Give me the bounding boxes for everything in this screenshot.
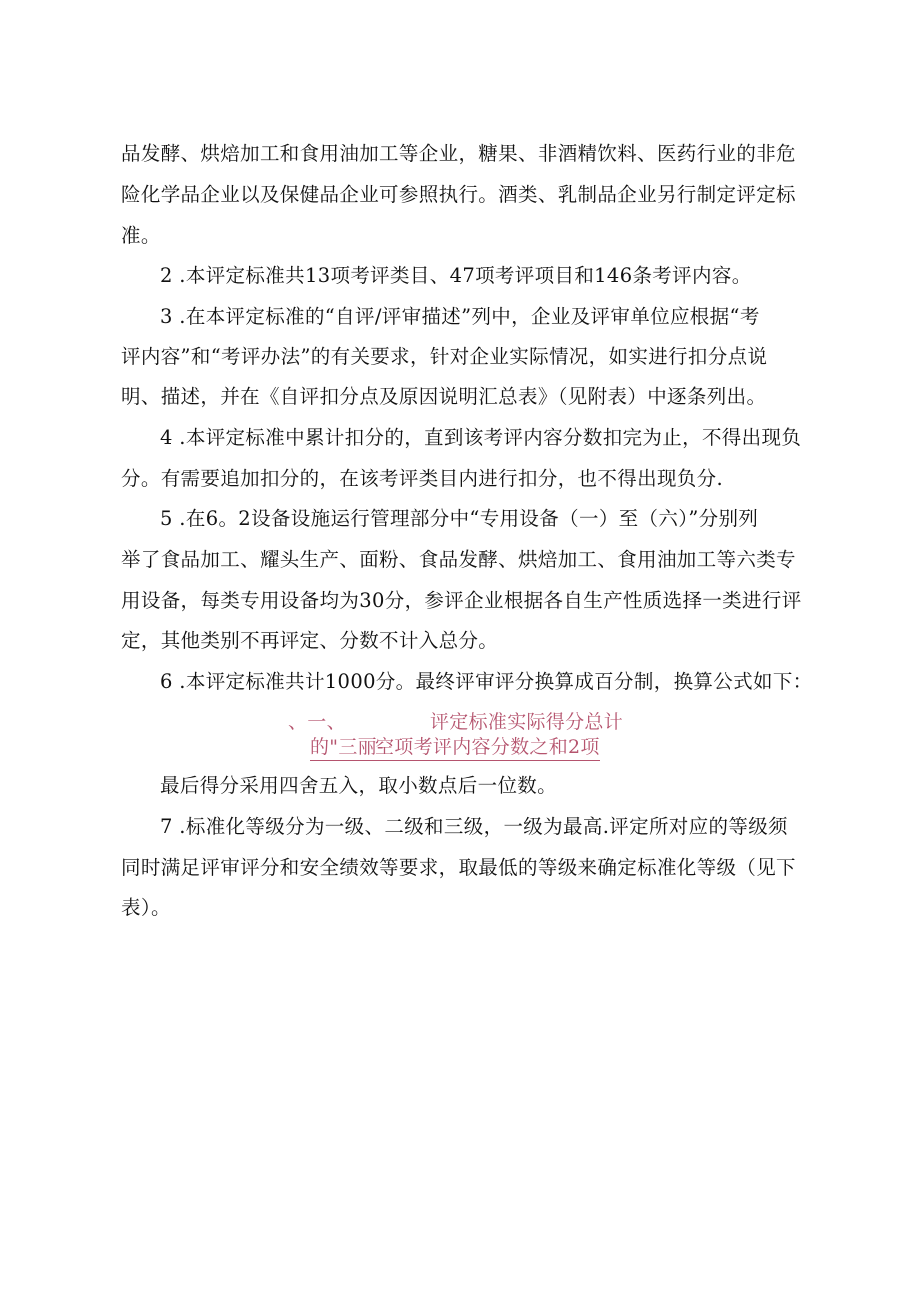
paragraph-1-line-3: 准。: [121, 224, 161, 247]
paragraph-5-line-2: 举了食品加工、耀头生产、面粉、食品发酵、烘焙加工、食用油加工等六类专: [121, 548, 796, 571]
paragraph-4-line-1: 4 .本评定标准中累计扣分的，直到该考评内容分数扣完为止，不得出现负: [160, 426, 802, 449]
paragraph-3-line-3: 明、描述，并在《自评扣分点及原因说明汇总表》（见附表）中逐条列出。: [121, 385, 767, 408]
paragraph-7-line-2: 同时满足评审评分和安全绩效等要求，取最低的等级来确定标准化等级（见下: [121, 856, 796, 879]
formula-numerator: 评定标准实际得分总计: [430, 711, 624, 733]
paragraph-6-line-2: 最后得分采用四舍五入，取小数点后一位数。: [160, 774, 558, 797]
paragraph-3-line-2: 评内容”和“考评办法”的有关要求，针对企业实际情况，如实进行扣分点说: [121, 345, 768, 368]
formula-denominator: 空项考评内容分数之和2项: [375, 735, 600, 761]
paragraph-2-line-1: 2 .本评定标准共13项考评类目、47项考评项目和146条考评内容。: [160, 264, 752, 287]
paragraph-5-line-4: 定，其他类别不再评定、分数不计入总分。: [121, 629, 499, 652]
paragraph-3-line-1: 3 .在本评定标准的“自评/评审描述”列中，企业及评审单位应根据“考: [160, 305, 760, 328]
paragraph-7-line-3: 表）。: [121, 896, 171, 919]
paragraph-4-line-2: 分。有需要追加扣分的，在该考评类目内进行扣分，也不得出现负分.: [121, 467, 724, 490]
paragraph-7-line-1: 7 .标准化等级分为一级、二级和三级，一级为最高.评定所对应的等级须: [160, 815, 788, 838]
paragraph-5-line-1: 5 .在6。2设备设施运行管理部分中“专用设备（一）至（六）”分别列: [160, 507, 759, 530]
paragraph-1-line-2: 险化学品企业以及保健品企业可参照执行。酒类、乳制品企业另行制定评定标: [121, 183, 796, 206]
formula-left-bottom: 的"三丽-: [310, 735, 384, 761]
paragraph-5-line-3: 用设备，每类专用设备均为30分，参评企业根据各自生产性质选择一类进行评: [121, 589, 802, 612]
formula-left-top: 、一、: [288, 711, 346, 733]
paragraph-6-line-1: 6 .本评定标准共计1000分。最终评审评分换算成百分制，换算公式如下：: [160, 670, 813, 693]
paragraph-1-line-1: 品发酵、烘焙加工和食用油加工等企业，糖果、非酒精饮料、医药行业的非危: [121, 142, 796, 165]
